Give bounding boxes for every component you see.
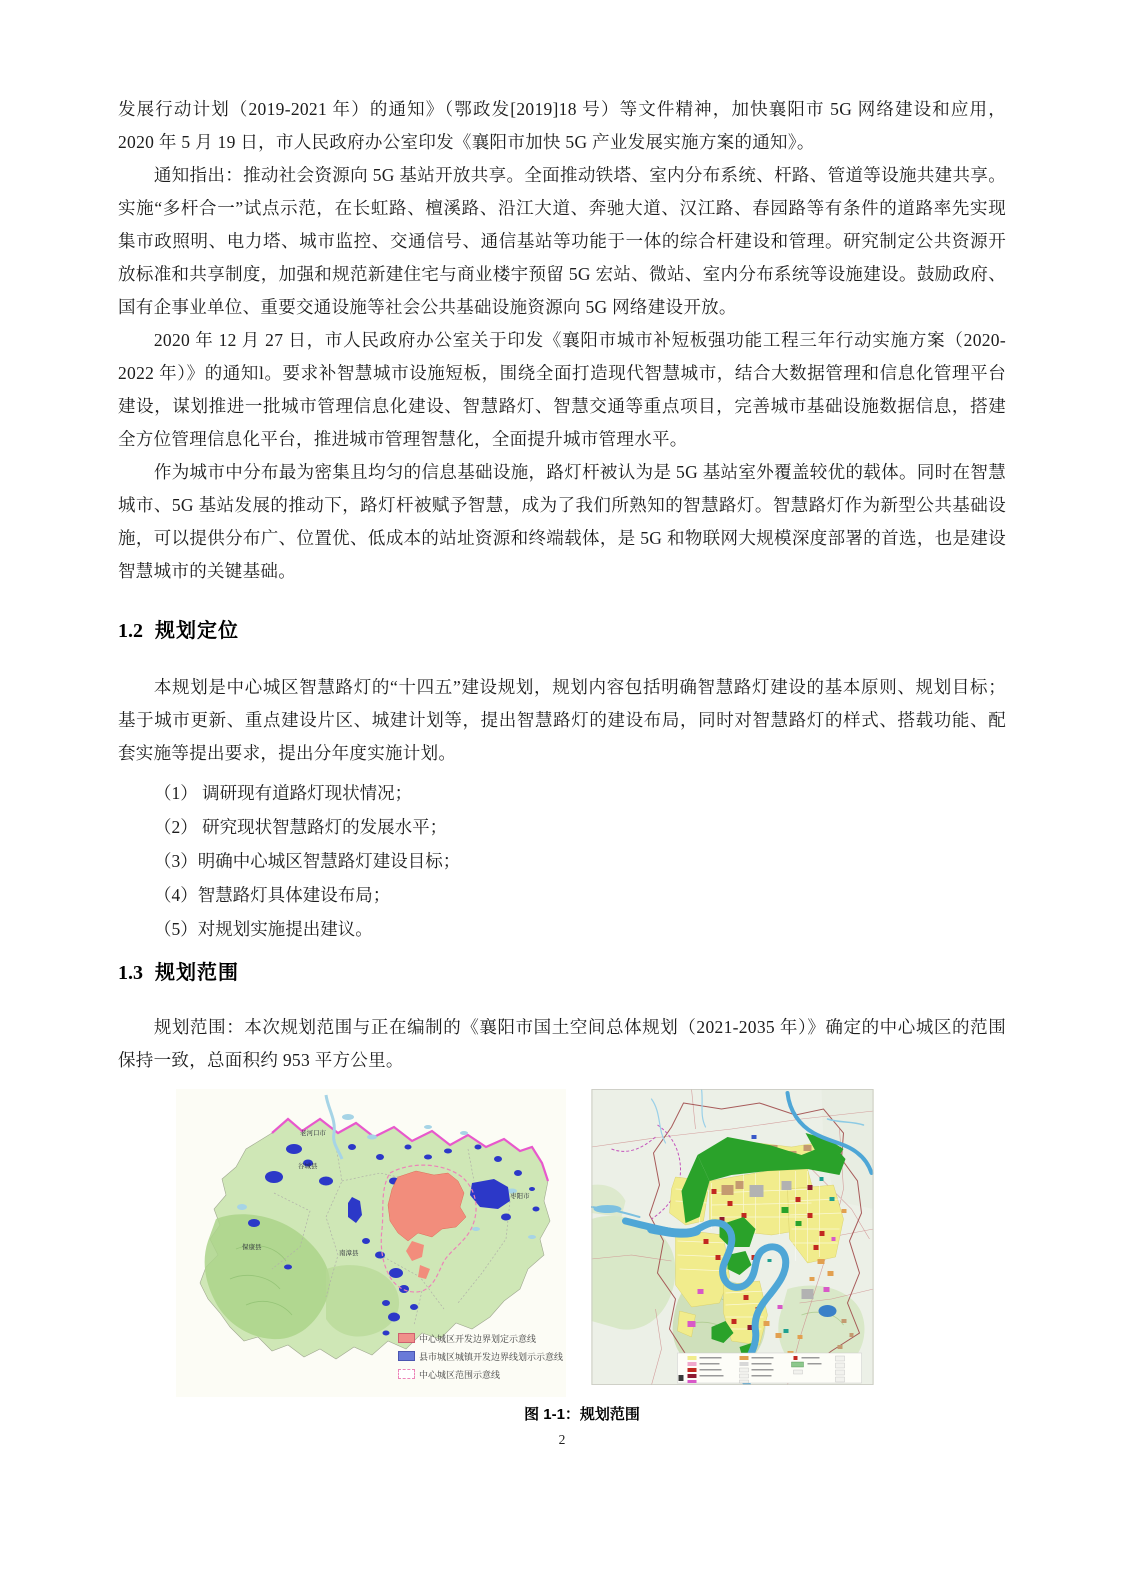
list-item-4: （4）智慧路灯具体建设布局； [154, 885, 391, 905]
section-title: 规划定位 [155, 620, 239, 642]
landuse-legend-strip [678, 1353, 862, 1383]
legend-swatch-dashed [398, 1369, 415, 1379]
section-number: 1.3 [118, 962, 143, 984]
legend-label: 中心城区范围示意线 [419, 1369, 501, 1380]
legend-label: 中心城区开发边界划定示意线 [419, 1333, 537, 1344]
landmass [200, 1119, 550, 1359]
list-item-1: （1） 调研现有道路灯现状情况； [154, 783, 413, 803]
paragraph-plan-scope: 规划范围：本次规划范围与正在编制的《襄阳市国土空间总体规划（2021-2035 年）》确定的中心城区的范围保持一致，总面积约 953 平方公里。 [118, 1017, 1006, 1070]
map-legend [398, 1329, 566, 1383]
legend-swatch-pink [398, 1333, 415, 1343]
figure-caption: 图 1-1：规划范围 [524, 1406, 640, 1423]
city-label: 保康县 [242, 1244, 262, 1251]
urban-landuse-map [591, 1089, 874, 1385]
list-item-3: （3）明确中心城区智慧路灯建设目标； [154, 851, 461, 871]
legend-swatch-blue [398, 1351, 415, 1361]
list-item-5: （5）对规划实施提出建议。 [154, 919, 373, 939]
figure-1-1 [176, 1089, 1006, 1397]
paragraph-streetlight-intro: 作为城市中分布最为密集且均匀的信息基础设施，路灯杆被认为是 5G 基站室外覆盖较优的载体。同时在智慧城市、5G 基站发展的推动下，路灯杆被赋予智慧，成为了我们所熟知的智慧路灯。智慧路灯作为新型公共基础设施，可以提供分布广、位置优、低成本的站址资源和终端载体，是 5G 和物联网大规模深度部署的首选，也是建设智慧城市的关键基础。 [118, 462, 1006, 581]
city-label: 南漳县 [339, 1250, 359, 1257]
plan-content-list [118, 776, 1006, 946]
section-number: 1.2 [118, 620, 143, 642]
section-heading-1-2 [118, 618, 1006, 645]
paragraph-2020-plan: 2020 年 12 月 27 日，市人民政府办公室关于印发《襄阳市城市补短板强功能工程三年行动实施方案（2020-2022 年）》的通知l。要求补智慧城市设施短板，围绕全面打造现代智慧城市，结合大数据管理和信息化管理平台建设，谋划推进一批城市管理信息化建设、智慧路灯、智慧交通等重点项目，完善城市基础设施数据信息，搭建全方位管理信息化平台，推进城市管理智慧化，全面提升城市管理水平。 [118, 330, 1006, 449]
legend-row [398, 1347, 566, 1365]
section-heading-1-3 [118, 960, 1006, 987]
section-title: 规划范围 [155, 962, 239, 984]
city-label: 谷城县 [298, 1163, 318, 1170]
legend-row [398, 1365, 566, 1383]
city-label: 老河口市 [300, 1130, 326, 1137]
legend-row [398, 1329, 566, 1347]
paragraph-notice: 通知指出：推动社会资源向 5G 基站开放共享。全面推动铁塔、室内分布系统、杆路、管道等设施共建共享。实施“多杆合一”试点示范，在长虹路、檀溪路、沿江大道、奔驰大道、汉江路、春园路等有条件的道路率先实现集市政照明、电力塔、城市监控、交通信号、通信基站等功能于一体的综合杆建设和管理。研究制定公共资源开放标准和共享制度，加强和规范新建住宅与商业楼宇预留 5G 宏站、微站、室内分布系统等设施建设。鼓励政府、国有企事业单位、重要交通设施等社会公共基础设施资源向 5G 网络建设开放。 [118, 165, 1006, 317]
list-item-2: （2） 研究现状智慧路灯的发展水平； [154, 817, 448, 837]
city-label: 枣阳市 [510, 1193, 530, 1200]
paragraph-plan-position: 本规划是中心城区智慧路灯的“十四五”建设规划，规划内容包括明确智慧路灯建设的基本原则、规划目标；基于城市更新、重点建设片区、城建计划等，提出智慧路灯的建设布局，同时对智慧路灯的样式、搭载功能、配套实施等提出要求，提出分年度实施计划。 [118, 677, 1006, 763]
page-number: 2 [558, 1432, 566, 1447]
legend-label: 县市城区城镇开发边界线划示示意线 [419, 1351, 564, 1362]
paragraph-continuation: 发展行动计划（2019-2021 年）的通知》（鄂政发[2019]18 号）等文件精神，加快襄阳市 5G 网络建设和应用，2020 年 5 月 19 日，市人民政府办公室印发《襄阳市加快 5G 产业发展实施方案的通知》。 [118, 99, 1006, 152]
urban-map-graphic [591, 1089, 874, 1385]
regional-planning-map [176, 1089, 566, 1397]
